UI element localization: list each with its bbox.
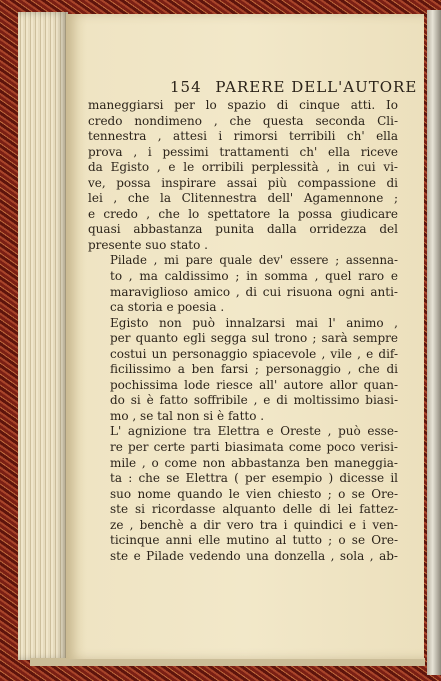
text-line: to , ma caldissimo ; in somma , quel raro e — [110, 269, 398, 284]
text-line: re per certe parti biasimata come poco verisi- — [110, 440, 398, 455]
text-line: ca storia e poesia . — [110, 300, 225, 315]
text-line: ficilissimo a ben farsi ; personaggio , che di — [110, 362, 398, 377]
text-line: L' agnizione tra Elettra e Oreste , può esse- — [110, 424, 398, 439]
text-line: suo nome quando le vien chiesto ; o se Ore- — [110, 486, 398, 501]
text-line: mo , se tal non si è fatto . — [110, 408, 265, 423]
text-line: Pilade , mi pare quale dev' essere ; assenna- — [110, 253, 398, 268]
text-line: ve, possa inspirare assai più compassione di — [88, 175, 398, 190]
page-edges — [18, 12, 68, 660]
body-text — [88, 98, 398, 564]
text-line: mile , o come non abbastanza ben maneggia- — [110, 455, 398, 470]
running-head-title: PARERE DELL'AUTORE — [215, 78, 418, 96]
bottom-page-edge — [30, 658, 425, 666]
text-line: tennestra , attesi i rimorsi terribili ch' ella — [88, 129, 398, 144]
paragraph-2 — [88, 253, 398, 315]
text-line: lei , che la Clitennestra dell' Agamennone ; — [88, 191, 398, 206]
cover-edge — [427, 10, 441, 675]
text-line: prova , i pessimi trattamenti ch' ella riceve — [88, 144, 398, 159]
text-line: quasi abbastanza punita dalla orridezza del — [88, 222, 398, 237]
paragraph-4 — [88, 424, 398, 564]
text-line: credo nondimeno , che questa seconda Cli- — [88, 113, 398, 128]
paragraph-1 — [88, 98, 398, 253]
page-number: 154 — [170, 78, 202, 96]
text-line: da Egisto , e le orribili perplessità , in cui vi- — [88, 160, 398, 175]
text-line: ste si ricordasse alquanto delle di lei fattez- — [110, 502, 398, 517]
running-header — [170, 78, 418, 98]
text-line: e credo , che lo spettatore la possa giudicare — [88, 206, 398, 221]
text-line: maraviglioso amico , di cui risuona ogni anti- — [110, 284, 398, 299]
text-line: presente suo stato . — [88, 237, 208, 252]
text-line: ticinque anni elle mutino al tutto ; o se Ore- — [110, 533, 398, 548]
text-line: per quanto egli segga sul trono ; sarà sempre — [110, 331, 398, 346]
paragraph-3 — [88, 316, 398, 425]
text-line: do si è fatto soffribile , e di moltissimo biasi- — [110, 393, 398, 408]
text-line: ze , benchè a dir vero tra i quindici e i ven- — [110, 517, 398, 532]
text-line: costui un personaggio spiacevole , vile , e dif- — [110, 346, 398, 361]
text-line: ste e Pilade vedendo una donzella , sola , ab- — [110, 548, 398, 563]
text-line: maneggiarsi per lo spazio di cinque atti. Io — [88, 98, 398, 112]
text-line: Egisto non può innalzarsi mai l' animo , — [110, 315, 398, 330]
text-line: pochissima lode riesce all' autore allor quan- — [110, 377, 398, 392]
text-line: ta : che se Elettra ( per esempio ) dicesse il — [110, 471, 398, 486]
